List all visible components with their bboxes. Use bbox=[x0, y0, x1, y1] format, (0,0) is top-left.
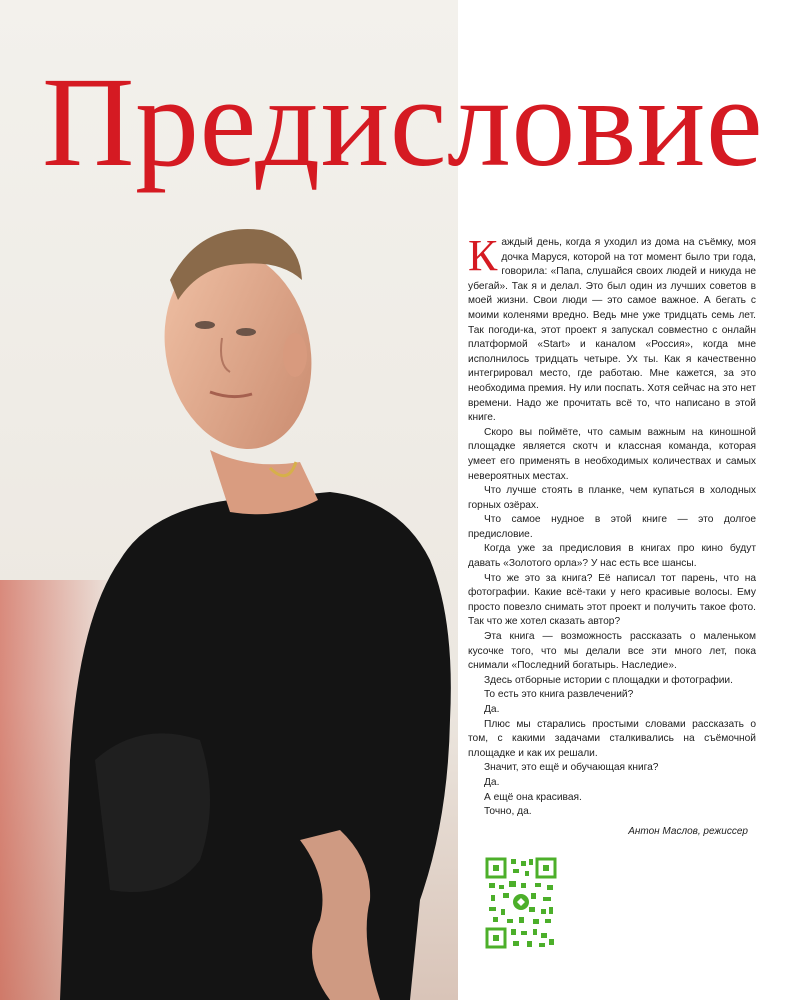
author-signature: Антон Маслов, режиссер bbox=[628, 826, 748, 837]
paragraph-5: Когда уже за предисловия в книгах про кино будут давать «Золотого орла»? У нас есть все шансы. bbox=[468, 543, 756, 570]
paragraph-3: Что лучше стоять в планке, чем купаться в холодных горных озёрах. bbox=[468, 485, 756, 511]
paragraph-15: Точно, да. bbox=[484, 806, 532, 818]
paragraph-10: Да. bbox=[484, 704, 500, 715]
paragraph-14: А ещё она красивая. bbox=[484, 791, 582, 803]
paragraph-2: Скоро вы поймёте, что самым важным на киношной площадке является скотч и классная команда, которая умеет его применять в необходимых количествах и самых невероятных местах. bbox=[468, 426, 756, 482]
shirt-fold-shape bbox=[95, 733, 210, 892]
right-eye-shape bbox=[236, 328, 256, 336]
paragraph-8: Здесь отборные истории с площадки и фотографии. bbox=[484, 674, 733, 686]
paragraph-1: Каждый день, когда я уходил из дома на съёмку, моя дочка Маруся, которой на тот момент было три года, говорила: «Папа, слушайся своих людей и никуда не убегай». Так я и делал. Это был один из лучших советов в моей жизни. Свои люди — это самое важное. А бегать с моими коленями вредно. Ведь мне уже тридцать семь лет. Так погоди-ка, этот проект я запускал совместно с онлайн платформой «Start» и каналом «Россия», когда мне исполнилось тридцать четыре. Ух ты. Как я качественно интегрировал место, где работаю. Мне кажется, за это необходима премия. Ну или поспать. Хотя сейчас на это нет времени. Надо же прочитать всё то, что написано в этой книге. bbox=[468, 231, 756, 424]
page-title: Предисловие bbox=[42, 51, 764, 193]
ear-shape bbox=[283, 333, 307, 377]
author-portrait bbox=[0, 200, 458, 1000]
paragraph-7: Эта книга — возможность рассказать о маленьком кусочке того, что мы делали все эти много лет, пока снимали «Последний богатырь. Наследие». bbox=[468, 631, 756, 672]
paragraph-13: Да. bbox=[484, 776, 500, 788]
paragraph-9: То есть это книга развлечений? bbox=[484, 689, 634, 701]
paragraph-12: Значит, это ещё и обучающая книга? bbox=[484, 762, 659, 774]
foreword-article bbox=[468, 231, 756, 820]
paragraph-11: Плюс мы старались простыми словами рассказать о том, с какими задачами сталкивались на съёмочной площадке и как их решали. bbox=[468, 718, 756, 759]
left-eye-shape bbox=[195, 321, 215, 329]
paragraph-4: Что самое нудное в этой книге — это долгое предисловие. bbox=[468, 514, 756, 540]
paragraph-6: Что же это за книга? Её написал тот парень, что на фотографии. Какие всё-таки у него красивые волосы. Ему просто повезло снимать этот проект и получить такое фото. Так что же хотел сказать автор? bbox=[468, 572, 756, 628]
qr-code-icon[interactable] bbox=[485, 857, 557, 949]
drop-cap: К bbox=[468, 231, 498, 280]
